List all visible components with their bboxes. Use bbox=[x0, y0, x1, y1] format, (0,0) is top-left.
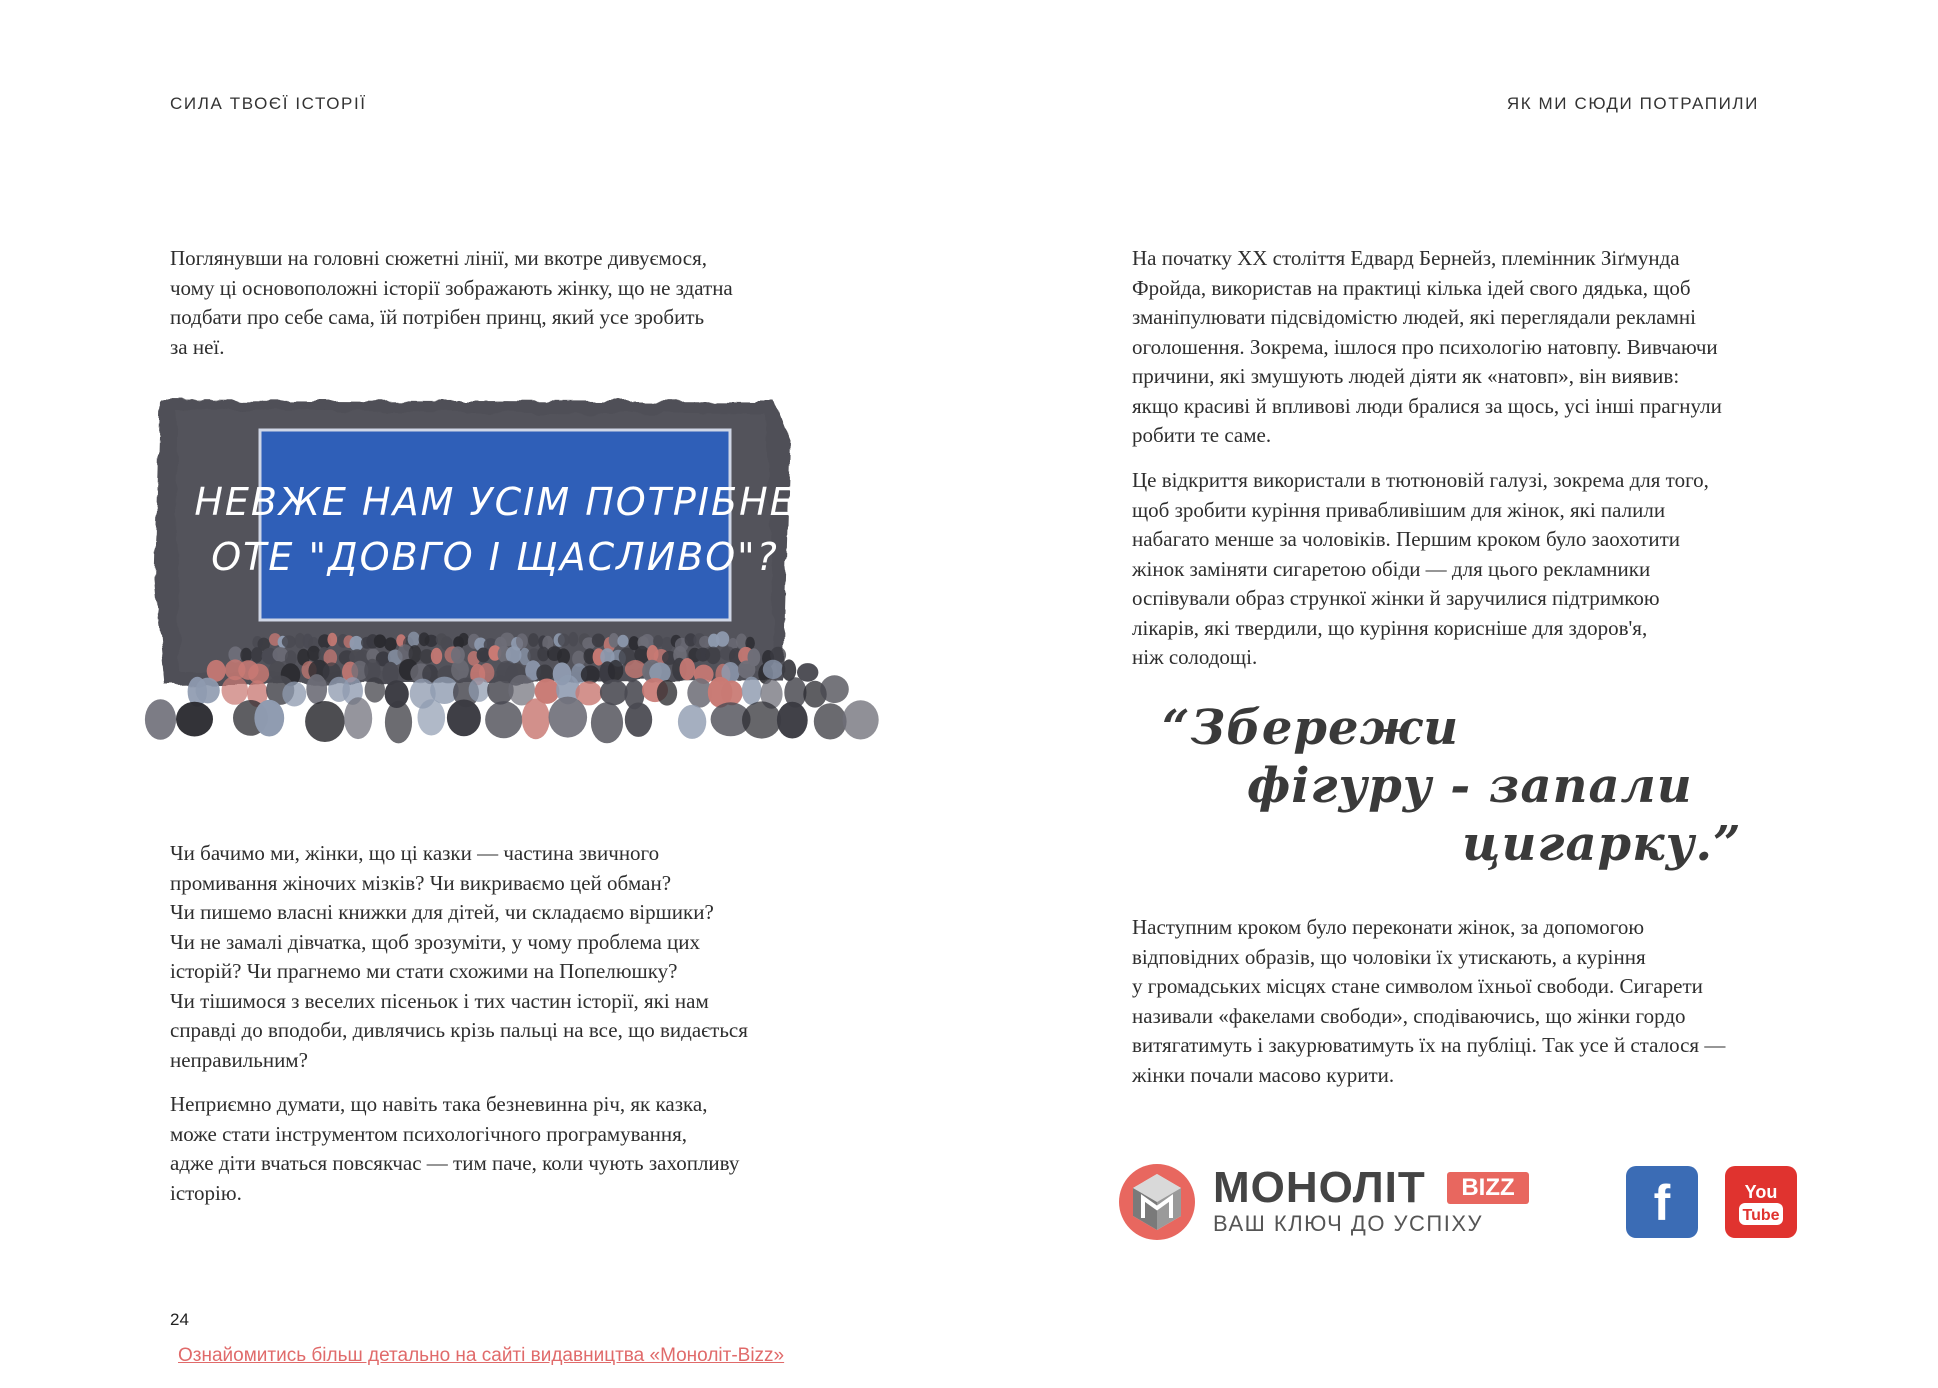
cinema-screen bbox=[260, 430, 730, 620]
audience-head bbox=[557, 648, 570, 664]
quote-line: “Збережи bbox=[1162, 700, 1460, 756]
facebook-glyph: f bbox=[1653, 1175, 1671, 1231]
audience-head bbox=[305, 701, 345, 742]
text-line: чому ці основоположні історії зображають жінку, що не здатна bbox=[170, 275, 733, 300]
text-line: оголошення. Зокрема, ішлося про психологію натовпу. Вивчаючи bbox=[1132, 334, 1718, 359]
audience-head bbox=[451, 659, 469, 681]
quote-line: фігуру - запали bbox=[1247, 758, 1693, 814]
audience-head bbox=[145, 699, 176, 740]
text-line: промивання жіночих мізків? Чи викриваємо цей обман? bbox=[170, 870, 672, 895]
text-line: називали «факелами свободи», сподіваючись, що жінки гордо bbox=[1132, 1003, 1686, 1028]
audience-head bbox=[306, 674, 327, 704]
audience-head bbox=[617, 635, 628, 648]
text-line: оспівували образ стрункої жінки й заручилися підтримкою bbox=[1132, 586, 1660, 610]
audience-head bbox=[408, 632, 420, 647]
audience-head bbox=[678, 705, 706, 739]
paragraph bbox=[1132, 913, 1725, 1090]
text-line: якщо красиві й впливові люди бралися за щось, усі інші прагнули bbox=[1132, 393, 1722, 418]
audience-head bbox=[657, 680, 677, 706]
audience-head bbox=[327, 633, 337, 646]
text-line: за неї. bbox=[170, 334, 225, 359]
cinema-drawing bbox=[135, 380, 905, 770]
youtube-button[interactable] bbox=[1725, 1166, 1797, 1238]
audience-head bbox=[625, 703, 652, 737]
audience-head bbox=[176, 702, 213, 737]
audience-head bbox=[196, 678, 220, 704]
text-line: Неприємно думати, що навіть така безневинна річ, як казка, bbox=[170, 1092, 708, 1116]
audience-head bbox=[282, 682, 306, 707]
audience-head bbox=[742, 701, 781, 738]
publisher-link[interactable]: Ознайомитись більш детально на сайті видавництва «Моноліт-Bizz» bbox=[178, 1345, 785, 1366]
audience-head bbox=[447, 700, 481, 737]
text-line: може стати інструментом психологічного програмування, bbox=[170, 1121, 688, 1146]
audience-head bbox=[738, 661, 755, 679]
page-number: 24 bbox=[170, 1310, 189, 1329]
text-line: робити те саме. bbox=[1132, 423, 1272, 447]
audience-head bbox=[469, 678, 490, 702]
text-line: історію. bbox=[170, 1180, 242, 1205]
audience-head bbox=[568, 632, 578, 647]
audience-head bbox=[254, 700, 284, 737]
youtube-icon bbox=[1725, 1166, 1797, 1238]
logo-tagline: ВАШ КЛЮЧ ДО УСПІХУ bbox=[1213, 1211, 1483, 1236]
logo-name: МОНОЛІТ bbox=[1213, 1163, 1426, 1212]
text-line: Поглянувши на головні сюжетні лінії, ми вкотре дивуємося, bbox=[170, 246, 707, 270]
audience-head bbox=[843, 700, 879, 739]
audience-head bbox=[592, 634, 605, 648]
audience-head bbox=[721, 681, 743, 706]
pull-quote bbox=[1162, 700, 1742, 890]
text-line: Фройда, використав на практиці кілька ідей свого дядька, щоб bbox=[1132, 275, 1691, 300]
audience-head bbox=[581, 665, 600, 683]
text-line: у громадських місцях стане символом їхньої свободи. Сигарети bbox=[1132, 974, 1703, 998]
facebook-icon bbox=[1626, 1166, 1698, 1238]
text-line: Чи бачимо ми, жінки, що ці казки — частина звичного bbox=[170, 841, 660, 865]
audience-head bbox=[418, 699, 446, 735]
audience-head bbox=[706, 647, 721, 665]
text-line: Це відкриття використали в тютюновій галузі, зокрема для того, bbox=[1132, 468, 1709, 492]
audience-head bbox=[282, 635, 296, 648]
audience-head bbox=[736, 634, 747, 649]
text-line: На початку XX століття Едвард Бернейз, племінник Зіґмунда bbox=[1132, 246, 1680, 270]
audience-head bbox=[431, 648, 442, 664]
audience-head bbox=[528, 633, 539, 647]
facebook-button[interactable] bbox=[1626, 1166, 1698, 1238]
running-head-left: СИЛА ТВОЄЇ ІСТОРІЇ bbox=[170, 94, 367, 113]
audience-head bbox=[600, 679, 628, 705]
text-line: відповідних образів, що чоловіки їх утискають, а куріння bbox=[1132, 944, 1646, 969]
audience-head bbox=[222, 676, 249, 705]
audience-head bbox=[384, 637, 396, 651]
publisher-logo[interactable] bbox=[1117, 1162, 1537, 1242]
text-line: набагато менше за чоловіків. Першим кроком було заохотити bbox=[1132, 527, 1680, 551]
audience-head bbox=[522, 698, 550, 739]
text-line: Чи тішимося з веселих пісеньок і тих частин історії, які нам bbox=[170, 988, 709, 1013]
audience-head bbox=[344, 697, 372, 739]
paragraph bbox=[170, 1090, 739, 1208]
quote-line: цигарку.” bbox=[1462, 816, 1742, 872]
audience-head bbox=[558, 634, 570, 647]
youtube-label-bottom: Tube bbox=[1742, 1207, 1780, 1224]
audience-head bbox=[516, 633, 528, 649]
audience-head bbox=[608, 660, 624, 681]
text-line: Чи не замалі дівчатка, щоб зрозуміти, у чому проблема цих bbox=[170, 929, 700, 954]
text-line: Чи пишемо власні книжки для дітей, чи складаємо віршики? bbox=[170, 900, 714, 924]
text-line: історій? Чи прагнемо ми стати схожими на Попелюшку? bbox=[170, 959, 678, 983]
logo-badge: BIZZ bbox=[1447, 1172, 1529, 1204]
audience-head bbox=[251, 647, 263, 663]
audience-head bbox=[365, 677, 385, 702]
text-line: адже діти вчаться повсякчас — тим паче, коли чують захопливу bbox=[170, 1151, 740, 1175]
text-line: жінок заміняти сигаретою обіди — для цього рекламники bbox=[1132, 556, 1651, 581]
screen-text-line-2: ОТЕ "ДОВГО І ЩАСЛИВО"? bbox=[211, 535, 779, 579]
text-line: подбати про себе сама, їй потрібен принц, який усе зробить bbox=[170, 305, 705, 329]
paragraph bbox=[1132, 244, 1722, 451]
screen-text-line-1: НЕВЖЕ НАМ УСІМ ПОТРІБНЕ bbox=[194, 480, 796, 524]
audience-head bbox=[549, 697, 588, 738]
audience-head bbox=[477, 648, 490, 663]
paragraph bbox=[170, 839, 748, 1075]
right-page bbox=[969, 0, 1938, 1388]
audience-head bbox=[307, 646, 320, 661]
text-line: жінки почали масово курити. bbox=[1132, 1062, 1395, 1087]
text-line: неправильним? bbox=[170, 1047, 308, 1072]
audience-head bbox=[459, 633, 469, 646]
cinema-illustration bbox=[135, 380, 905, 770]
text-line: зманіпулювати підсвідомістю людей, які переглядали рекламні bbox=[1132, 305, 1696, 329]
logo-cube-icon bbox=[1117, 1162, 1197, 1242]
text-line: ніж солодощі. bbox=[1132, 645, 1258, 669]
audience-head bbox=[814, 703, 847, 739]
audience-head bbox=[763, 660, 783, 679]
text-line: лікарів, які твердили, що куріння корисніше для здоров'я, bbox=[1132, 615, 1648, 640]
audience-head bbox=[680, 658, 696, 680]
audience-head bbox=[609, 633, 619, 648]
audience-head bbox=[742, 677, 762, 705]
audience-head bbox=[591, 702, 623, 743]
text-line: причини, які змушують людей діяти як «натовп», він виявив: bbox=[1132, 364, 1680, 388]
audience-head bbox=[716, 631, 730, 647]
text-line: щоб зробити куріння привабливішим для жінок, які палили bbox=[1132, 497, 1666, 522]
text-line: витягатимуть і закурюватимуть їх на публіці. Так усе й сталося — bbox=[1132, 1033, 1726, 1057]
text-line: справді до вподоби, дивлячись крізь пальці на все, що видається bbox=[170, 1018, 748, 1042]
audience-head bbox=[485, 701, 522, 738]
running-head-right: ЯК МИ СЮДИ ПОТРАПИЛИ bbox=[1506, 94, 1759, 113]
audience-head bbox=[777, 702, 808, 739]
paragraph bbox=[1132, 466, 1709, 673]
text-line: Наступним кроком було переконати жінок, за допомогою bbox=[1132, 915, 1645, 939]
audience-head bbox=[820, 675, 849, 703]
audience-head bbox=[240, 648, 252, 663]
paragraph bbox=[170, 244, 733, 362]
audience-head bbox=[374, 634, 386, 648]
youtube-label-top: You bbox=[1744, 1182, 1778, 1202]
audience-head bbox=[385, 701, 412, 744]
